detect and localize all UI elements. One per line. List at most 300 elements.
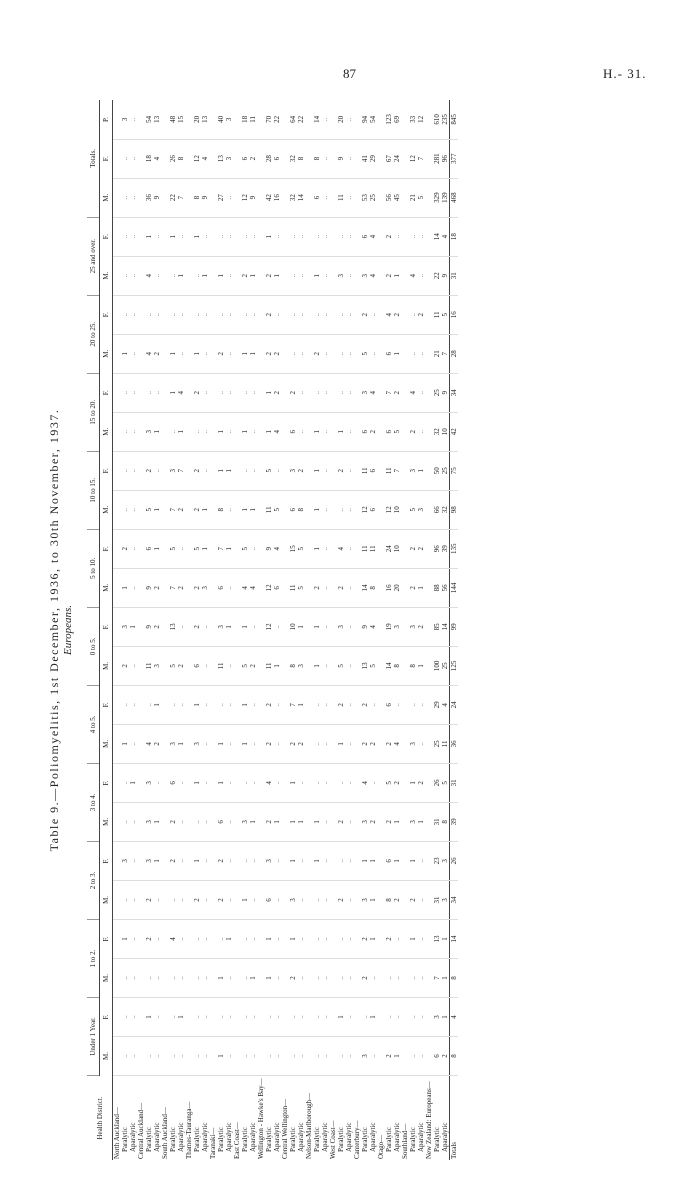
table-cell bbox=[209, 334, 217, 373]
table-cell: .. bbox=[201, 958, 209, 997]
table-cell: 1 bbox=[177, 412, 185, 451]
table-cell: .. bbox=[289, 256, 297, 295]
table-cell: .. bbox=[177, 1036, 185, 1075]
table-cell: 94 bbox=[361, 100, 369, 139]
table-cell: .. bbox=[121, 802, 129, 841]
table-cell: 1 bbox=[337, 724, 345, 763]
table-cell bbox=[161, 178, 169, 217]
table-cell bbox=[161, 646, 169, 685]
column-header-age-group: 0 to 5. bbox=[87, 607, 100, 685]
column-header-age-group: 1 to 2. bbox=[87, 919, 100, 997]
table-cell bbox=[305, 490, 313, 529]
table-cell bbox=[401, 217, 409, 256]
column-header-sex: M. bbox=[100, 1036, 113, 1075]
table-cell bbox=[257, 178, 265, 217]
column-header-age-group: 3 to 4. bbox=[87, 763, 100, 841]
column-header-age-group: 20 to 25. bbox=[87, 295, 100, 373]
table-cell: .. bbox=[249, 763, 257, 802]
table-cell: 8 bbox=[441, 802, 450, 841]
table-cell: 11 bbox=[361, 451, 369, 490]
table-cell: .. bbox=[129, 1036, 137, 1075]
table-row bbox=[161, 100, 169, 1160]
table-cell bbox=[161, 256, 169, 295]
table-cell bbox=[401, 607, 409, 646]
table-cell: 42 bbox=[265, 178, 273, 217]
row-label: Totals bbox=[450, 1076, 459, 1161]
table-cell: .. bbox=[321, 997, 329, 1036]
table-cell bbox=[137, 373, 145, 412]
table-cell: .. bbox=[273, 1036, 281, 1075]
table-cell bbox=[233, 100, 241, 139]
table-cell bbox=[209, 997, 217, 1036]
table-cell bbox=[233, 295, 241, 334]
table-cell bbox=[161, 373, 169, 412]
row-label: Aparalytic bbox=[273, 1122, 281, 1152]
column-header-sex: F. bbox=[100, 763, 113, 802]
table-cell: .. bbox=[409, 997, 417, 1036]
table-cell: 2 bbox=[417, 763, 425, 802]
table-cell: 53 bbox=[361, 178, 369, 217]
table-cell: 12 bbox=[417, 100, 425, 139]
table-cell: 1 bbox=[129, 763, 137, 802]
table-cell bbox=[425, 685, 433, 724]
table-cell: .. bbox=[249, 373, 257, 412]
table-cell: .. bbox=[313, 217, 321, 256]
table-cell: 1 bbox=[153, 802, 161, 841]
table-cell: 15 bbox=[177, 100, 185, 139]
table-cell: 123 bbox=[385, 100, 393, 139]
table-cell bbox=[353, 217, 361, 256]
table-cell bbox=[425, 919, 433, 958]
table-cell: 8 bbox=[369, 568, 377, 607]
table-cell bbox=[233, 880, 241, 919]
table-cell: 10 bbox=[393, 490, 401, 529]
table-cell bbox=[425, 607, 433, 646]
table-cell: .. bbox=[321, 646, 329, 685]
table-cell: 1 bbox=[153, 685, 161, 724]
table-cell: .. bbox=[201, 841, 209, 880]
table-cell: .. bbox=[249, 1036, 257, 1075]
table-cell: 7 bbox=[217, 529, 225, 568]
table-cell: 5 bbox=[441, 763, 450, 802]
table-cell: 1 bbox=[409, 919, 417, 958]
table-cell: 14 bbox=[297, 178, 305, 217]
table-cell bbox=[137, 841, 145, 880]
table-cell: .. bbox=[345, 958, 353, 997]
table-cell: 2 bbox=[193, 451, 201, 490]
table-cell bbox=[209, 763, 217, 802]
table-cell bbox=[233, 958, 241, 997]
table-cell: .. bbox=[369, 763, 377, 802]
row-label: Wellington - Hawke's Bay— bbox=[257, 1078, 265, 1159]
table-row bbox=[361, 100, 369, 1160]
table-cell bbox=[209, 217, 217, 256]
table-cell bbox=[377, 295, 385, 334]
column-header-age-group: Totals. bbox=[87, 100, 100, 217]
table-cell bbox=[305, 958, 313, 997]
table-cell bbox=[305, 919, 313, 958]
table-cell: .. bbox=[297, 841, 305, 880]
table-cell: .. bbox=[153, 919, 161, 958]
table-cell: .. bbox=[225, 373, 233, 412]
table-cell: .. bbox=[273, 607, 281, 646]
table-row bbox=[193, 100, 201, 1160]
table-cell: .. bbox=[153, 1036, 161, 1075]
table-cell bbox=[401, 490, 409, 529]
table-cell bbox=[233, 1036, 241, 1075]
table-cell bbox=[209, 841, 217, 880]
table-cell: .. bbox=[249, 451, 257, 490]
table-cell: .. bbox=[345, 295, 353, 334]
table-cell bbox=[281, 373, 289, 412]
table-cell bbox=[137, 139, 145, 178]
row-label: Paralytic bbox=[433, 1127, 441, 1152]
table-cell: .. bbox=[153, 217, 161, 256]
table-cell bbox=[113, 646, 122, 685]
table-cell bbox=[425, 841, 433, 880]
table-cell: .. bbox=[201, 802, 209, 841]
table-cell: 1 bbox=[393, 256, 401, 295]
table-cell bbox=[161, 919, 169, 958]
table-cell: .. bbox=[337, 763, 345, 802]
table-cell: 3 bbox=[417, 490, 425, 529]
table-cell: .. bbox=[297, 373, 305, 412]
row-label: Paralytic bbox=[169, 1127, 177, 1152]
table-cell: 125 bbox=[450, 646, 459, 685]
table-cell: .. bbox=[273, 451, 281, 490]
table-cell: 14 bbox=[313, 100, 321, 139]
table-cell bbox=[185, 802, 193, 841]
table-cell bbox=[185, 763, 193, 802]
table-cell: .. bbox=[129, 880, 137, 919]
table-cell: 11 bbox=[265, 490, 273, 529]
table-cell: 2 bbox=[289, 373, 297, 412]
table-cell: 5 bbox=[297, 568, 305, 607]
table-cell: .. bbox=[129, 490, 137, 529]
table-cell bbox=[425, 412, 433, 451]
table-cell: 11 bbox=[433, 295, 441, 334]
table-cell: .. bbox=[345, 139, 353, 178]
table-cell: .. bbox=[145, 295, 153, 334]
table-cell: 1 bbox=[313, 802, 321, 841]
table-cell: 20 bbox=[193, 100, 201, 139]
table-cell: .. bbox=[145, 1036, 153, 1075]
table-cell: .. bbox=[297, 412, 305, 451]
table-cell: 4 bbox=[273, 529, 281, 568]
row-label: Paralytic bbox=[361, 1127, 369, 1152]
table-cell bbox=[377, 490, 385, 529]
table-cell: 1 bbox=[313, 841, 321, 880]
table-cell: 32 bbox=[289, 178, 297, 217]
table-cell: 2 bbox=[193, 490, 201, 529]
table-cell: 4 bbox=[369, 373, 377, 412]
table-cell: 32 bbox=[433, 412, 441, 451]
table-cell: .. bbox=[177, 334, 185, 373]
table-cell bbox=[425, 256, 433, 295]
row-label: Paralytic bbox=[289, 1127, 297, 1152]
table-cell bbox=[353, 919, 361, 958]
table-cell: 6 bbox=[241, 139, 249, 178]
table-cell bbox=[161, 724, 169, 763]
table-cell bbox=[281, 100, 289, 139]
table-cell bbox=[257, 607, 265, 646]
table-cell: .. bbox=[153, 373, 161, 412]
table-cell: .. bbox=[321, 763, 329, 802]
table-row bbox=[265, 100, 273, 1160]
table-cell: 4 bbox=[201, 139, 209, 178]
table-cell: 36 bbox=[450, 724, 459, 763]
table-row bbox=[137, 100, 145, 1160]
table-cell: 3 bbox=[201, 568, 209, 607]
table-cell: 4 bbox=[265, 763, 273, 802]
table-cell: 7 bbox=[289, 685, 297, 724]
table-cell bbox=[137, 919, 145, 958]
table-cell: 7 bbox=[433, 958, 441, 997]
table-cell bbox=[113, 607, 122, 646]
table-cell bbox=[401, 568, 409, 607]
table-cell bbox=[281, 607, 289, 646]
table-cell bbox=[113, 685, 122, 724]
table-cell: 12 bbox=[265, 607, 273, 646]
table-row bbox=[257, 100, 265, 1160]
table-cell: 2 bbox=[361, 958, 369, 997]
table-cell bbox=[353, 1036, 361, 1075]
table-cell: .. bbox=[129, 256, 137, 295]
table-cell bbox=[353, 529, 361, 568]
table-cell: .. bbox=[129, 139, 137, 178]
table-cell: 3 bbox=[145, 841, 153, 880]
table-cell: .. bbox=[345, 529, 353, 568]
table-cell bbox=[209, 373, 217, 412]
table-cell: .. bbox=[313, 763, 321, 802]
row-label: Aparalytic bbox=[369, 1122, 377, 1152]
table-cell bbox=[113, 412, 122, 451]
table-cell bbox=[281, 412, 289, 451]
table-cell: .. bbox=[193, 1036, 201, 1075]
table-cell bbox=[377, 568, 385, 607]
table-cell: .. bbox=[249, 412, 257, 451]
table-cell bbox=[377, 451, 385, 490]
table-cell bbox=[353, 100, 361, 139]
table-cell bbox=[161, 490, 169, 529]
table-cell: .. bbox=[241, 919, 249, 958]
row-label: Paralytic bbox=[313, 1127, 321, 1152]
table-cell bbox=[425, 880, 433, 919]
table-cell: 144 bbox=[450, 568, 459, 607]
table-cell bbox=[329, 1036, 337, 1075]
table-cell bbox=[233, 451, 241, 490]
table-cell: .. bbox=[321, 412, 329, 451]
table-cell: 9 bbox=[265, 529, 273, 568]
table-cell: 5 bbox=[337, 646, 345, 685]
table-cell: 4 bbox=[153, 139, 161, 178]
table-cell: 1 bbox=[265, 217, 273, 256]
table-cell: .. bbox=[361, 997, 369, 1036]
table-row bbox=[329, 100, 337, 1160]
table-row bbox=[217, 100, 225, 1160]
table-cell bbox=[137, 997, 145, 1036]
table-cell: 3 bbox=[361, 802, 369, 841]
table-cell bbox=[377, 919, 385, 958]
table-cell bbox=[137, 490, 145, 529]
table-cell bbox=[233, 178, 241, 217]
table-cell bbox=[401, 373, 409, 412]
table-cell bbox=[377, 880, 385, 919]
row-label: New Zealand: Europeans— bbox=[425, 1081, 433, 1159]
table-cell: 2 bbox=[265, 724, 273, 763]
table-cell: 1 bbox=[241, 412, 249, 451]
table-cell bbox=[257, 100, 265, 139]
table-cell: 100 bbox=[433, 646, 441, 685]
table-cell bbox=[113, 724, 122, 763]
table-cell: 1 bbox=[273, 646, 281, 685]
table-cell: 6 bbox=[361, 217, 369, 256]
table-cell: 468 bbox=[450, 178, 459, 217]
table-cell: 3 bbox=[193, 724, 201, 763]
table-cell bbox=[257, 919, 265, 958]
table-cell bbox=[209, 139, 217, 178]
table-cell: 8 bbox=[385, 880, 393, 919]
table-cell bbox=[329, 139, 337, 178]
row-label: South Auckland— bbox=[161, 1107, 169, 1159]
table-cell bbox=[353, 178, 361, 217]
table-cell: .. bbox=[321, 295, 329, 334]
table-cell bbox=[401, 295, 409, 334]
table-cell: 1 bbox=[369, 919, 377, 958]
table-cell: .. bbox=[169, 256, 177, 295]
column-header-sex: M. bbox=[100, 802, 113, 841]
table-cell: 3 bbox=[297, 646, 305, 685]
table-cell bbox=[257, 880, 265, 919]
table-cell bbox=[281, 958, 289, 997]
table-cell bbox=[353, 295, 361, 334]
table-cell bbox=[209, 100, 217, 139]
table-cell bbox=[353, 490, 361, 529]
table-cell: 1 bbox=[313, 646, 321, 685]
table-cell: .. bbox=[169, 880, 177, 919]
column-header-sex: M. bbox=[100, 646, 113, 685]
table-cell: 1 bbox=[193, 841, 201, 880]
table-cell: 3 bbox=[289, 880, 297, 919]
table-cell: 2 bbox=[153, 334, 161, 373]
table-cell: 23 bbox=[433, 841, 441, 880]
table-cell: .. bbox=[297, 1036, 305, 1075]
table-cell bbox=[137, 529, 145, 568]
table-cell bbox=[377, 529, 385, 568]
table-cell bbox=[281, 763, 289, 802]
table-cell: 9 bbox=[201, 178, 209, 217]
table-cell: .. bbox=[393, 958, 401, 997]
table-cell bbox=[185, 139, 193, 178]
table-cell bbox=[257, 958, 265, 997]
column-header-age-group: 2 to 3. bbox=[87, 841, 100, 919]
column-header-sex: F. bbox=[100, 919, 113, 958]
table-cell bbox=[281, 724, 289, 763]
table-title: Table 9.—Poliomyelitis, 1st December, 1936, to 30th November, 1937. bbox=[47, 408, 61, 852]
table-cell: 31 bbox=[450, 256, 459, 295]
table-cell: 1 bbox=[313, 490, 321, 529]
table-cell: 4 bbox=[337, 529, 345, 568]
row-label: Paralytic bbox=[121, 1127, 129, 1152]
rotated-table-block bbox=[47, 100, 657, 1160]
row-label: Otago— bbox=[377, 1134, 385, 1159]
table-cell: 8 bbox=[393, 646, 401, 685]
table-cell: 7 bbox=[393, 451, 401, 490]
table-cell: 5 bbox=[369, 646, 377, 685]
table-cell: 12 bbox=[241, 178, 249, 217]
table-cell: 14 bbox=[441, 607, 450, 646]
table-cell: .. bbox=[225, 646, 233, 685]
table-cell: .. bbox=[121, 958, 129, 997]
row-label: Aparalytic bbox=[177, 1122, 185, 1152]
table-cell: .. bbox=[313, 724, 321, 763]
table-cell: .. bbox=[345, 724, 353, 763]
table-cell: 3 bbox=[265, 841, 273, 880]
table-cell: 1 bbox=[145, 997, 153, 1036]
table-cell bbox=[137, 217, 145, 256]
table-cell: .. bbox=[337, 490, 345, 529]
table-cell bbox=[281, 802, 289, 841]
table-cell: .. bbox=[121, 1036, 129, 1075]
table-cell bbox=[353, 646, 361, 685]
row-label: Taranaki— bbox=[209, 1127, 217, 1159]
table-cell: 1 bbox=[289, 802, 297, 841]
table-cell: .. bbox=[129, 568, 137, 607]
table-cell: .. bbox=[153, 256, 161, 295]
table-cell bbox=[185, 373, 193, 412]
row-label: Paralytic bbox=[409, 1127, 417, 1152]
table-cell bbox=[257, 841, 265, 880]
table-cell: 9 bbox=[441, 256, 450, 295]
table-cell: .. bbox=[297, 295, 305, 334]
table-cell: 2 bbox=[193, 568, 201, 607]
table-cell bbox=[305, 568, 313, 607]
column-header-sex: P. bbox=[100, 100, 113, 139]
table-cell bbox=[185, 958, 193, 997]
table-cell: 4 bbox=[273, 412, 281, 451]
table-cell bbox=[161, 217, 169, 256]
table-cell bbox=[353, 256, 361, 295]
table-cell: 1 bbox=[241, 685, 249, 724]
table-cell: 70 bbox=[265, 100, 273, 139]
table-cell bbox=[209, 607, 217, 646]
table-cell bbox=[377, 841, 385, 880]
table-cell: 1 bbox=[193, 763, 201, 802]
table-cell: .. bbox=[321, 334, 329, 373]
table-cell: 27 bbox=[217, 178, 225, 217]
table-row bbox=[393, 100, 401, 1160]
table-cell bbox=[209, 958, 217, 997]
table-row bbox=[129, 100, 137, 1160]
table-cell: .. bbox=[273, 295, 281, 334]
table-cell bbox=[185, 997, 193, 1036]
table-cell: 4 bbox=[177, 373, 185, 412]
table-cell: .. bbox=[153, 880, 161, 919]
table-cell: 99 bbox=[450, 607, 459, 646]
table-cell: 235 bbox=[441, 100, 450, 139]
table-row bbox=[153, 100, 161, 1160]
table-cell: .. bbox=[121, 763, 129, 802]
table-cell bbox=[425, 724, 433, 763]
table-cell: .. bbox=[345, 412, 353, 451]
table-cell bbox=[377, 958, 385, 997]
table-cell: 11 bbox=[265, 646, 273, 685]
row-label: Aparalytic bbox=[201, 1122, 209, 1152]
table-cell: 12 bbox=[385, 490, 393, 529]
table-cell: .. bbox=[417, 880, 425, 919]
table-cell: .. bbox=[193, 256, 201, 295]
table-cell: 8 bbox=[297, 490, 305, 529]
